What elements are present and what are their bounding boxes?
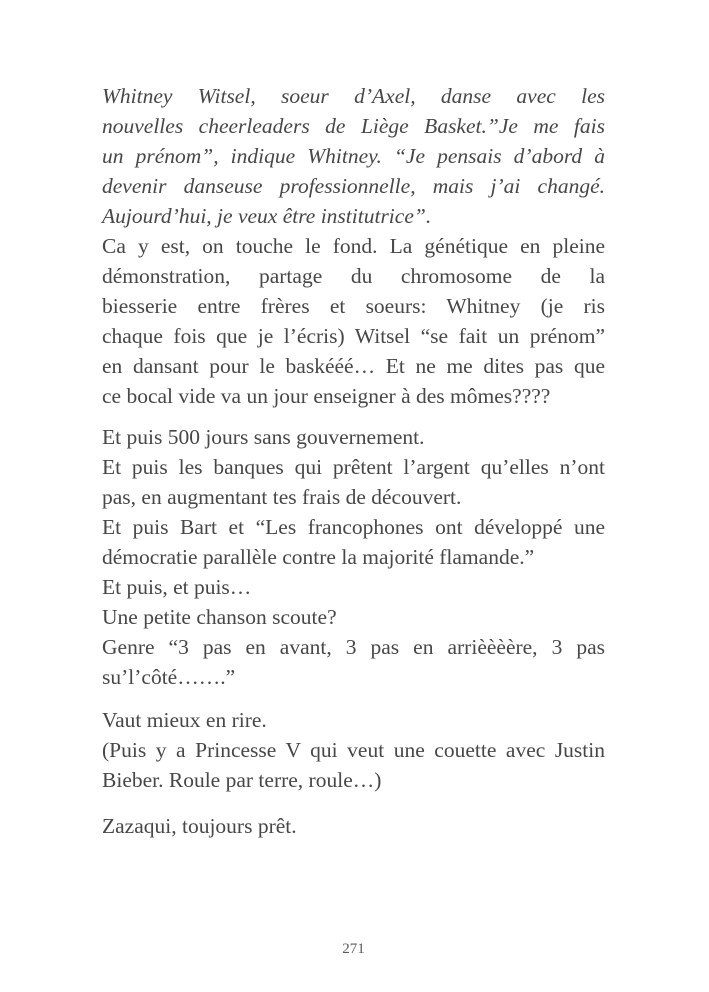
text-line: Et puis, et puis…	[102, 575, 252, 599]
text-column	[102, 81, 605, 841]
text-line: en dansant pour le baskééé… Et ne me dites pas que	[102, 354, 605, 378]
text-line: chaque fois que je l’écris) Witsel “se fait un prénom”	[102, 324, 605, 348]
text-line: Aujourd’hui, je veux être institutrice”.	[102, 204, 432, 228]
vaut-mieux-paragraph	[102, 705, 605, 795]
text-line: (Puis y a Princesse V qui veut une couette avec Justin	[102, 738, 605, 762]
text-line: su’l’côté…….”	[102, 665, 236, 689]
commentary-paragraph	[102, 231, 605, 411]
text-line: nouvelles cheerleaders de Liège Basket.”Je me fais	[102, 114, 605, 138]
text-line: Genre “3 pas en avant, 3 pas en arrièèèère, 3 pas	[102, 635, 605, 659]
quote-paragraph-italic	[102, 81, 605, 231]
text-line: Ca y est, on touche le fond. La génétique en pleine	[102, 234, 605, 258]
text-line: un prénom”, indique Whitney. “Je pensais d’abord à	[102, 144, 605, 168]
text-line: démocratie parallèle contre la majorité flamande.”	[102, 545, 535, 569]
text-line: Et puis les banques qui prêtent l’argent qu’elles n’ont	[102, 455, 605, 479]
text-line: Whitney Witsel, soeur d’Axel, danse avec les	[102, 84, 605, 108]
text-line: Bieber. Roule par terre, roule…)	[102, 768, 382, 792]
text-line: Zazaqui, toujours prêt.	[102, 814, 297, 838]
text-line: démonstration, partage du chromosome de la	[102, 264, 605, 288]
page-number: 271	[342, 941, 365, 957]
et-puis-list-paragraph	[102, 422, 605, 692]
text-line: Une petite chanson scoute?	[102, 605, 337, 629]
text-line: pas, en augmentant tes frais de découvert.	[102, 485, 462, 509]
text-line: devenir danseuse professionnelle, mais j’ai changé.	[102, 174, 605, 198]
signature-paragraph	[102, 811, 605, 841]
text-line: Vaut mieux en rire.	[102, 708, 267, 732]
text-line: Et puis Bart et “Les francophones ont développé une	[102, 515, 605, 539]
text-line: biesserie entre frères et soeurs: Whitney (je ris	[102, 294, 605, 318]
text-line: Et puis 500 jours sans gouvernement.	[102, 425, 425, 449]
text-line: ce bocal vide va un jour enseigner à des mômes????	[102, 384, 551, 408]
